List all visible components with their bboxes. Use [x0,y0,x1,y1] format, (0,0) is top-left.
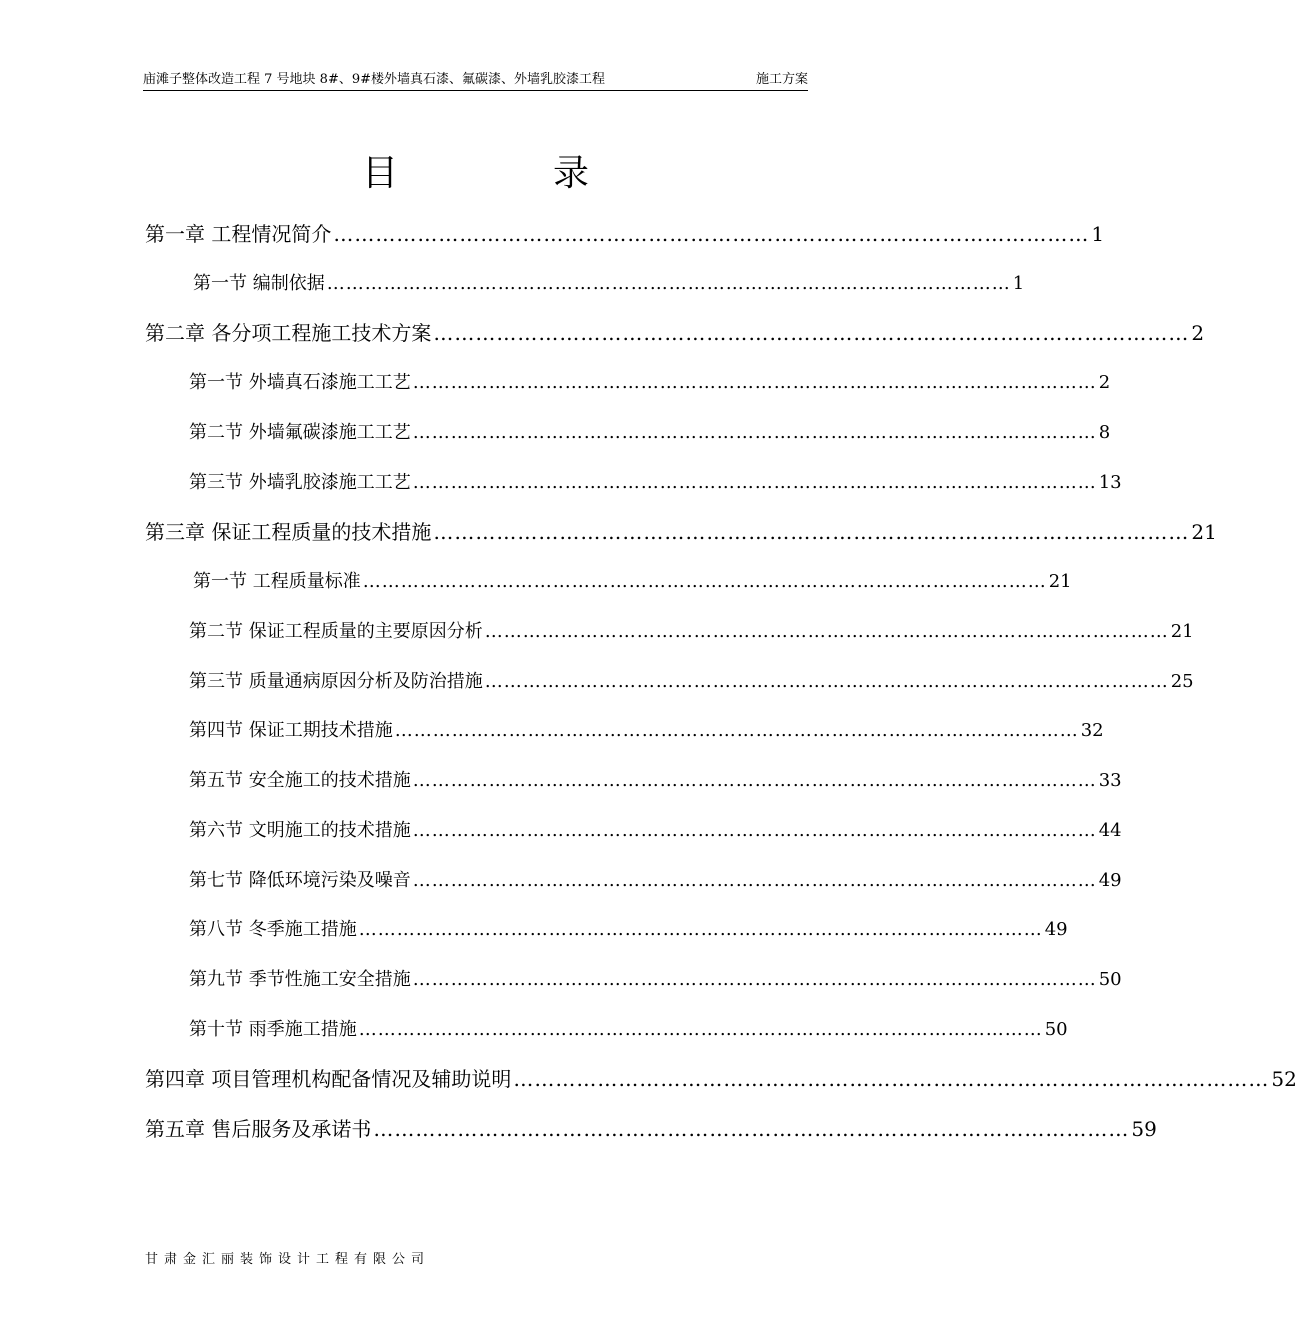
toc-entry-page: 49 [1098,870,1122,891]
toc-dot-leader: ……………………………………………………………………………………………… [484,671,1169,692]
toc-entry-section[interactable] [189,965,1122,995]
toc-entry-page: 21 [1191,520,1217,544]
toc-dot-leader: ……………………………………………………………………………………………… [412,770,1097,791]
toc-entry-label: 第五节 安全施工的技术措施 [189,770,411,791]
page-footer-company: 甘肃金汇丽装饰设计工程有限公司 [145,1252,431,1267]
toc-entry-chapter-2[interactable] [145,318,1205,348]
toc-entry-label: 第八节 冬季施工措施 [189,919,357,940]
toc-entry-section[interactable] [189,866,1122,896]
toc-entry-section[interactable] [189,716,1104,746]
toc-entry-page: 21 [1048,571,1072,592]
toc-entry-section[interactable] [193,567,1072,597]
toc-entry-label: 第四节 保证工期技术措施 [189,720,393,741]
toc-entry-section[interactable] [189,667,1194,697]
toc-entry-label: 第十节 雨季施工措施 [189,1019,357,1040]
toc-entry-label: 第九节 季节性施工安全措施 [189,969,411,990]
header-project-name: 庙滩子整体改造工程 7 号地块 8#、9#楼外墙真石漆、氟碳漆、外墙乳胶漆工程 [143,72,605,87]
toc-dot-leader: ……………………………………………………………………………………………… [394,720,1079,741]
toc-entry-page: 49 [1044,919,1068,940]
toc-title-char-1: 目 [362,153,399,194]
toc-dot-leader: ……………………………………………………………………………………………… [333,222,1090,246]
page-header [143,70,808,91]
toc-entry-chapter-3[interactable] [145,517,1217,547]
toc-dot-leader: ……………………………………………………………………………………………… [326,273,1011,294]
toc-entry-label: 第二节 外墙氟碳漆施工工艺 [189,422,411,443]
toc-dot-leader: ……………………………………………………………………………………………… [513,1067,1270,1091]
toc-entry-section[interactable] [189,766,1122,796]
toc-dot-leader: ……………………………………………………………………………………………… [412,472,1097,493]
toc-entry-chapter-5[interactable] [145,1114,1157,1144]
toc-entry-section[interactable] [189,468,1122,498]
toc-entry-label: 第一节 编制依据 [193,273,325,294]
toc-entry-page: 33 [1098,770,1122,791]
toc-dot-leader: ……………………………………………………………………………………………… [412,422,1097,443]
toc-entry-section[interactable] [189,915,1068,945]
toc-dot-leader: ……………………………………………………………………………………………… [362,571,1047,592]
toc-entry-section[interactable] [189,418,1111,448]
toc-dot-leader: ……………………………………………………………………………………………… [373,1117,1130,1141]
toc-dot-leader: ……………………………………………………………………………………………… [412,820,1097,841]
toc-entry-label: 第二章 各分项工程施工技术方案 [145,321,432,345]
toc-entry-page: 1 [1091,222,1105,246]
toc-entry-page: 1 [1012,273,1025,294]
toc-entry-chapter-1[interactable] [145,219,1105,249]
toc-entry-page: 13 [1098,472,1122,493]
toc-title [0,150,950,198]
toc-entry-page: 44 [1098,820,1122,841]
toc-entry-label: 第一节 外墙真石漆施工工艺 [189,372,411,393]
toc-entry-chapter-4[interactable] [145,1064,1297,1094]
toc-entry-page: 2 [1098,372,1111,393]
toc-entry-page: 25 [1170,671,1194,692]
toc-entry-label: 第二节 保证工程质量的主要原因分析 [189,621,483,642]
toc-entry-label: 第三节 质量通病原因分析及防治措施 [189,671,483,692]
toc-entry-section[interactable] [189,617,1194,647]
toc-entry-page: 50 [1044,1019,1068,1040]
toc-entry-label: 第四章 项目管理机构配备情况及辅助说明 [145,1067,512,1091]
toc-entry-page: 50 [1098,969,1122,990]
toc-dot-leader: ……………………………………………………………………………………………… [358,919,1043,940]
toc-entry-label: 第六节 文明施工的技术措施 [189,820,411,841]
toc-entry-label: 第三章 保证工程质量的技术措施 [145,520,432,544]
toc-dot-leader: ……………………………………………………………………………………………… [433,520,1190,544]
toc-entry-section[interactable] [189,368,1111,398]
toc-dot-leader: ……………………………………………………………………………………………… [433,321,1190,345]
toc-entry-page: 8 [1098,422,1111,443]
toc-entry-page: 21 [1170,621,1194,642]
toc-entry-label: 第一节 工程质量标准 [193,571,361,592]
toc-dot-leader: ……………………………………………………………………………………………… [358,1019,1043,1040]
toc-entry-label: 第五章 售后服务及承诺书 [145,1117,372,1141]
toc-dot-leader: ……………………………………………………………………………………………… [484,621,1169,642]
toc-entry-page: 59 [1131,1117,1157,1141]
toc-entry-page: 52 [1271,1067,1297,1091]
toc-title-char-2: 录 [553,153,590,194]
toc-entry-page: 2 [1191,321,1205,345]
header-doc-type: 施工方案 [755,72,808,87]
toc-entry-page: 32 [1080,720,1104,741]
toc-entry-label: 第三节 外墙乳胶漆施工工艺 [189,472,411,493]
toc-entry-label: 第一章 工程情况简介 [145,222,332,246]
toc-entry-section[interactable] [189,1015,1068,1045]
toc-entry-section[interactable] [193,269,1025,299]
toc-dot-leader: ……………………………………………………………………………………………… [412,870,1097,891]
toc-entry-label: 第七节 降低环境污染及噪音 [189,870,411,891]
toc-dot-leader: ……………………………………………………………………………………………… [412,969,1097,990]
toc-entry-section[interactable] [189,816,1122,846]
toc-dot-leader: ……………………………………………………………………………………………… [412,372,1097,393]
